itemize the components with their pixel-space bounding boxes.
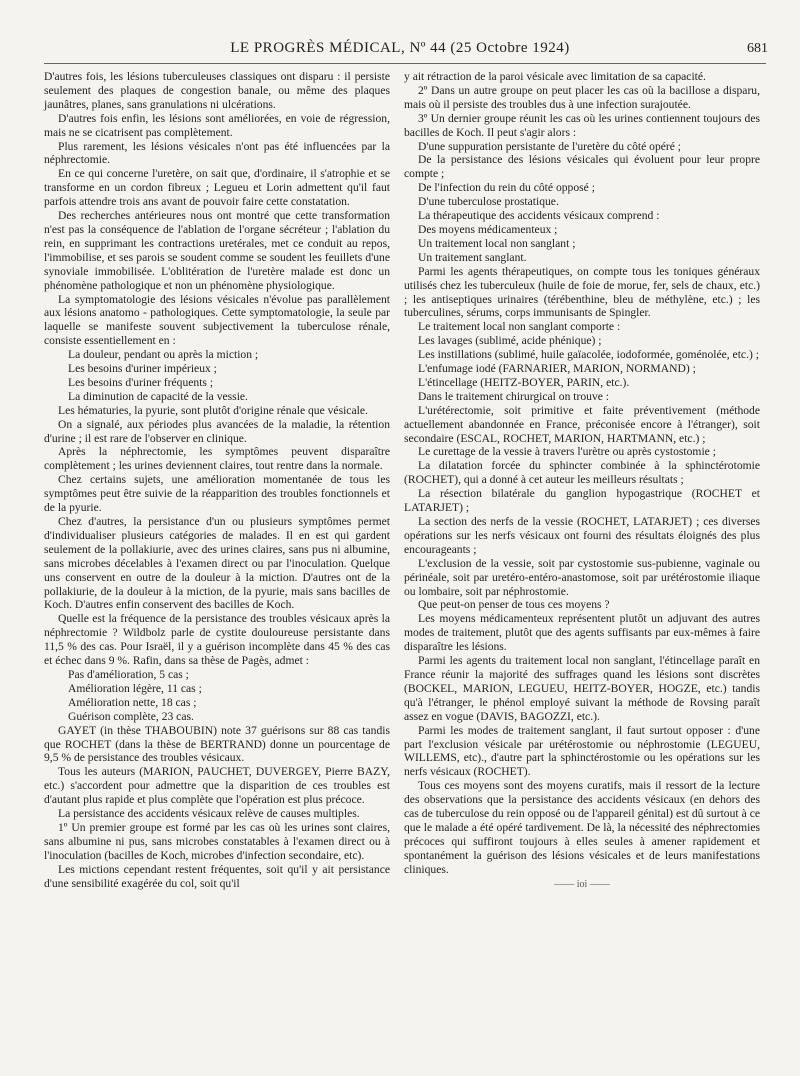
paragraph: 1º Un premier groupe est formé par les cas où les urines sont claires, sans albumine ni pus, sans microbes constatables à l'examen direct ou à l'inoculation (bacilles de Koch, microbes d'infection secondaire, etc). bbox=[44, 820, 390, 862]
paragraph: D'autres fois enfin, les lésions sont améliorées, en voie de régression, mais ne se cicatrisent pas complètement. bbox=[44, 111, 390, 139]
paragraph: Parmi les agents du traitement local non sanglant, l'étincellage paraît en France réunir la majorité des suffrages quand les lésions sont discrètes (BOCKEL, MARION, LEGUEU, HEITZ-BOYER, HOGZE, etc.) tandis qu'à l'étranger, le phénol employé suivant la méthode de Rovsing paraît assez en vogue (DAVIS, BAGOZZI, etc.). bbox=[404, 654, 760, 723]
paragraph: La section des nerfs de la vessie (ROCHET, LATARJET) ; ces diverses opérations sur les nerfs vésicaux ont fourni des résultats éloignés des plus encourageants ; bbox=[404, 515, 760, 556]
paragraph: L'étincellage (HEITZ-BOYER, PARIN, etc.). bbox=[418, 375, 630, 389]
paragraph: 2º Dans un autre groupe on peut placer les cas où la bacillose a disparu, mais où il persiste des troubles dus à une infection surajoutée. bbox=[404, 83, 760, 111]
paragraph: Les hématuries, la pyurie, sont plutôt d'origine rénale que vésicale. bbox=[58, 403, 368, 417]
paragraph: Chez d'autres, la persistance d'un ou plusieurs symptômes permet d'individualiser plusieurs catégories de malades. Il en est qui gardent seulement de la pollakiurie, avec des urines claires, sans pus ni albumine, sans microbes décelables à l'examen direct ou par l'inoculation. Quelque uns conservent en outre de la douleur à la miction. D'autres ont de la pollakiurie, de la douleur à la miction, de la pyurie, mais sans bacilles de Koch. D'autres enfin conservent des bacilles de Koch. bbox=[44, 515, 390, 612]
paragraph: L'urétérectomie, soit primitive et faite préventivement (méthode actuellement abandonnée en France, préconisée encore à l'étranger), soit secondaire (ESCAL, ROCHET, MARION, HARTMANN, etc.) ; bbox=[404, 403, 760, 445]
list-item: Amélioration légère, 11 cas ; bbox=[68, 681, 202, 695]
list-item: Un traitement sanglant. bbox=[418, 250, 527, 264]
header-rule bbox=[44, 63, 766, 64]
right-column bbox=[404, 70, 760, 891]
paragraph: Parmi les agents thérapeutiques, on compte tous les toniques généraux utilisés chez les tuberculeux (huile de foie de morue, fer, sels de chaux, etc.) ; les antiseptiques urinaires (térébenthine, bleu de méthylène, etc.) ; les tuberculines, sérums, corps immunisants de Spingler. bbox=[404, 264, 760, 320]
paragraph: y ait rétraction de la paroi vésicale avec limitation de sa capacité. bbox=[404, 70, 706, 83]
end-ornament: —— ioi —— bbox=[554, 878, 610, 890]
paragraph: La dilatation forcée du sphincter combinée à la sphinctérotomie (ROCHET), qui a donné à cet auteur les meilleurs résultats ; bbox=[404, 459, 760, 487]
paragraph: Les instillations (sublimé, huile gaïacolée, iodoformée, goménolée, etc.) ; bbox=[418, 348, 759, 362]
list-item: Les besoins d'uriner fréquents ; bbox=[68, 375, 214, 389]
paragraph: Après la néphrectomie, les symptômes peuvent disparaître complètement ; les urines deviennent claires, tout rentre dans la normale. bbox=[44, 445, 390, 473]
list-item: La douleur, pendant ou après la miction ; bbox=[68, 348, 259, 362]
list-item: Des moyens médicamenteux ; bbox=[418, 222, 558, 236]
paragraph: 3º Un dernier groupe réunit les cas où les urines contiennent toujours des bacilles de Koch. Il peut s'agir alors : bbox=[404, 111, 760, 139]
paragraph: De l'infection du rein du côté opposé ; bbox=[418, 181, 595, 195]
paragraph: La thérapeutique des accidents vésicaux comprend : bbox=[418, 209, 660, 223]
paragraph: GAYET (in thèse THABOUBIN) note 37 guérisons sur 88 cas tandis que ROCHET (dans la thèse de BERTRAND) donne un pourcentage de 9,5 % de persistance des troubles vésicaux. bbox=[44, 723, 390, 765]
paragraph: De la persistance des lésions vésicales qui évoluent pour leur propre compte ; bbox=[404, 153, 760, 181]
paragraph: En ce qui concerne l'uretère, on sait que, d'ordinaire, il s'atrophie et se transforme en un cordon fibreux ; Legueu et Lorin admettent qu'il faut parfois attendre trois ans avant de pouvoir faire cette constatation. bbox=[44, 167, 390, 209]
journal-title: LE PROGRÈS MÉDICAL, Nº 44 (25 Octobre 1924) bbox=[230, 40, 570, 56]
paragraph: Tous les auteurs (MARION, PAUCHET, DUVERGEY, Pierre BAZY, etc.) s'accordent pour admettre que la disparition de ces troubles est d'autant plus rapide et plus complète que l'opération est plus précoce. bbox=[44, 765, 390, 807]
paragraph: L'exclusion de la vessie, soit par cystostomie sus-pubienne, vaginale ou périnéale, soit par uretéro-entéro-anastomose, soit par urétérostomie iliaque ou lombaire, soit par néphrostomie. bbox=[404, 556, 760, 598]
left-column bbox=[44, 70, 390, 890]
paragraph: Parmi les modes de traitement sanglant, il faut surtout opposer : d'une part l'exclusion vésicale par urétérostomie ou néphrostomie (LEGUEU, WILLEMS, etc)., d'autre part la sphinctérostomie ou les opérations sur les nerfs vésicaux (ROCHET). bbox=[404, 723, 760, 779]
paragraph: Chez certains sujets, une amélioration momentanée de tous les symptômes peut être suivie de la réapparition des troubles fonctionnels et de la pyurie. bbox=[44, 473, 390, 515]
list-item: Les besoins d'uriner impérieux ; bbox=[68, 362, 217, 376]
list-item: Guérison complète, 23 cas. bbox=[68, 709, 194, 723]
paragraph: La résection bilatérale du ganglion hypogastrique (ROCHET et LATARJET) ; bbox=[404, 487, 760, 515]
paragraph: Plus rarement, les lésions vésicales n'ont pas été influencées par la néphrectomie. bbox=[44, 139, 390, 167]
page-header bbox=[0, 40, 800, 62]
paragraph: D'une suppuration persistante de l'uretère du côté opéré ; bbox=[418, 139, 682, 153]
list-item: Amélioration nette, 18 cas ; bbox=[68, 695, 197, 709]
paragraph: Tous ces moyens sont des moyens curatifs, mais il ressort de la lecture des observations que la persistance des accidents vésicaux (en dehors des cas de tuberculose du rein opposé ou de l'appareil génital) est dû surtout à ce que le malade a été opéré tardivement. De là, la nécessité des néphrectomies précoces qui suffiront toujours à elles seules à amener rapidement et spontanément la guérison des lésions vésicales et de leurs manifestations cliniques. bbox=[404, 779, 760, 876]
paragraph: Les moyens médicamenteux représentent plutôt un adjuvant des autres modes de traitement, plutôt que des agents suffisants par eux-mêmes à faire disparaître les lésions. bbox=[404, 612, 760, 654]
paragraph: Que peut-on penser de tous ces moyens ? bbox=[418, 598, 610, 612]
list-item: Pas d'amélioration, 5 cas ; bbox=[68, 667, 189, 681]
paragraph: Le traitement local non sanglant comporte : bbox=[418, 320, 621, 334]
paragraph: L'enfumage iodé (FARNARIER, MARION, NORMAND) ; bbox=[418, 362, 696, 376]
paragraph: Quelle est la fréquence de la persistance des troubles vésicaux après la néphrectomie ? Wildbolz parle de cystite douloureuse persistante dans 11,5 % des cas. Pour Israël, il y a guérison incomplète dans 45 % des cas et échec dans 9 %. Rafin, dans sa thèse de Pagès, admet : bbox=[44, 612, 390, 668]
paragraph: La persistance des accidents vésicaux relève de causes multiples. bbox=[58, 807, 360, 821]
paragraph: D'une tuberculose prostatique. bbox=[418, 195, 559, 209]
list-item: Un traitement local non sanglant ; bbox=[418, 236, 576, 250]
paragraph: On a signalé, aux périodes plus avancées de la maladie, la rétention d'urine ; il est rare de l'observer en clinique. bbox=[44, 417, 390, 445]
paragraph: D'autres fois, les lésions tuberculeuses classiques ont disparu : il persiste seulement des plaques de congestion banale, ou même des plaques jaunâtres, planes, sans granulations ni ulcérations. bbox=[44, 70, 390, 111]
paragraph: La symptomatologie des lésions vésicales n'évolue pas parallèlement aux lésions anatomo - pathologiques. Cette symptomatologie, la seule par laquelle se manifeste souvent subjectivement la tuberculose rénale, consiste essentiellement en : bbox=[44, 292, 390, 348]
paragraph: Les lavages (sublimé, acide phénique) ; bbox=[418, 334, 602, 348]
paragraph: Des recherches antérieures nous ont montré que cette transformation n'est pas la conséquence de l'ablation de l'organe sécréteur ; l'ablation du rein, en supprimant les contractions uretérales, met ce conduit au repos, l'immobilise, et ses parois se soudent comme se soudent les feuillets d'une synoviale immobilisée. L'oblitération de l'uretère malade est donc un phénomène pathologique et non un phénomène physiologique. bbox=[44, 209, 390, 292]
paragraph: Les mictions cependant restent fréquentes, soit qu'il y ait persistance d'une sensibilité exagérée du col, soit qu'il bbox=[44, 862, 390, 890]
paragraph: Dans le traitement chirurgical on trouve : bbox=[418, 389, 610, 403]
list-item: La diminution de capacité de la vessie. bbox=[68, 389, 248, 403]
paragraph: Le curettage de la vessie à travers l'urètre ou après cystostomie ; bbox=[418, 445, 716, 459]
page-number: 681 bbox=[747, 41, 768, 56]
